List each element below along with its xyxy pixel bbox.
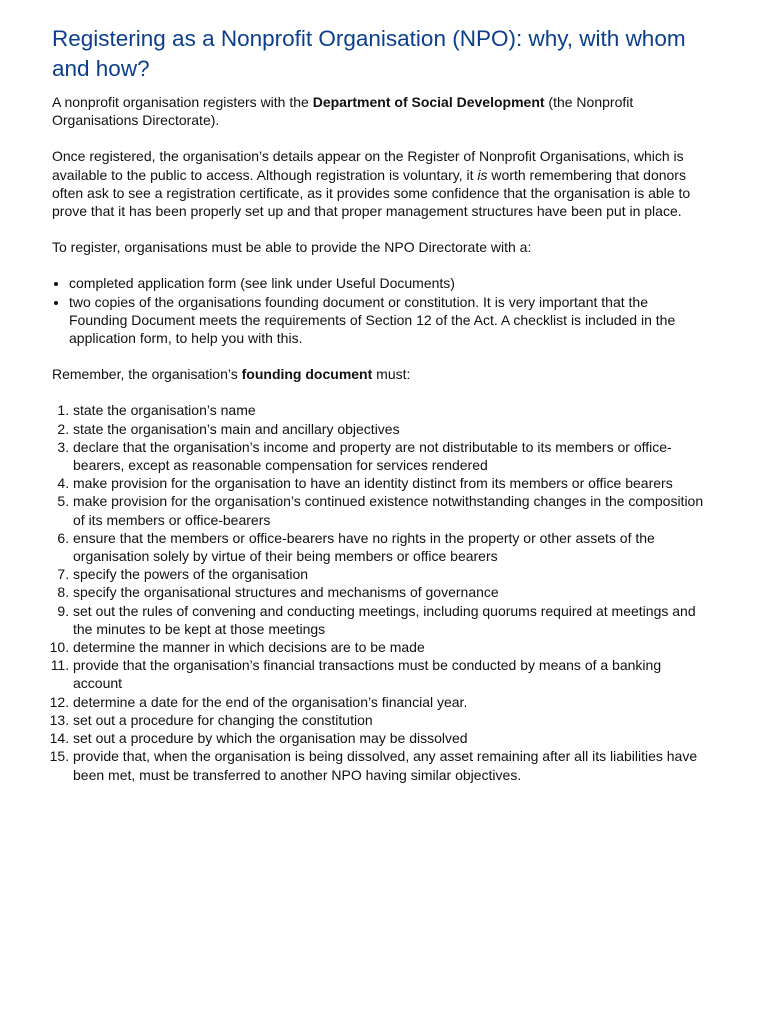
department-name: Department of Social Development [312, 94, 545, 110]
list-item: 2. state the organisation’s main and ancillary objectives [73, 420, 706, 438]
founding-document-term: founding document [241, 366, 373, 383]
page-title: Registering as a Nonprofit Organisation (NPO): why, with whom and how? [52, 26, 686, 81]
founding-text-end: must: [372, 366, 411, 383]
list-item: • two copies of the organisations founding document or constitution. It is very important that the Founding Document meets the requirements of Section 12 of the Act. A checklist is included in the application form, to help you with this. [69, 293, 706, 348]
list-item: 11. provide that the organisation’s financial transactions must be conducted by means of a banking account [73, 656, 706, 692]
list-item: 15. provide that, when the organisation is being dissolved, any asset remaining after all its liabilities have been met, must be transferred to another NPO having similar objectives. [73, 747, 706, 783]
list-item: 5. make provision for the organisation’s continued existence notwithstanding changes in the composition of its members or office-bearers [73, 492, 706, 528]
list-item: 6. ensure that the members or office-bearers have no rights in the property or other assets of the organisation solely by virtue of their being members or office bearers [73, 529, 706, 565]
emphasis-is: is [477, 166, 488, 183]
requirements-list [52, 274, 706, 347]
list-item: 1. state the organisation’s name [73, 401, 706, 419]
list-item: 4. make provision for the organisation to have an identity distinct from its members or office bearers [73, 474, 706, 492]
list-item: 12. determine a date for the end of the organisation’s financial year. [73, 693, 706, 711]
list-item: • completed application form (see link under Useful Documents) [69, 274, 706, 292]
registration-paragraph [52, 147, 706, 220]
list-item: 9. set out the rules of convening and conducting meetings, including quorums required at meetings and the minutes to be kept at those meetings [73, 602, 706, 638]
registration-text-end: worth remembering that donors often ask to see a registration certificate, as it provides some confidence that the organisation is able to prove that it has been properly set up and that proper management structures have been put in place. [52, 166, 691, 220]
founding-document-list [52, 401, 706, 783]
founding-document-intro [52, 365, 706, 383]
founding-text-start: Remember, the organisation’s [52, 366, 242, 383]
list-item: 7. specify the powers of the organisation [73, 565, 706, 583]
list-item: 8. specify the organisational structures and mechanisms of governance [73, 583, 706, 601]
intro-paragraph [52, 93, 706, 129]
register-requirements-intro: To register, organisations must be able to provide the NPO Directorate with a: [52, 239, 532, 256]
list-item: 10. determine the manner in which decisions are to be made [73, 638, 706, 656]
list-item: 14. set out a procedure by which the organisation may be dissolved [73, 729, 706, 747]
list-item: 3. declare that the organisation’s income and property are not distributable to its members or office-bearers, except as reasonable compensation for services rendered [73, 438, 706, 474]
list-item: 13. set out a procedure for changing the constitution [73, 711, 706, 729]
registration-text-start: Once registered, the organisation’s details appear on the Register of Nonprofit Organisations, which is available to the public to access. Although registration is voluntary, it [52, 148, 684, 183]
intro-text-end: (the Nonprofit Organisations Directorate). [52, 94, 634, 129]
intro-text-start: A nonprofit organisation registers with the [52, 94, 313, 110]
